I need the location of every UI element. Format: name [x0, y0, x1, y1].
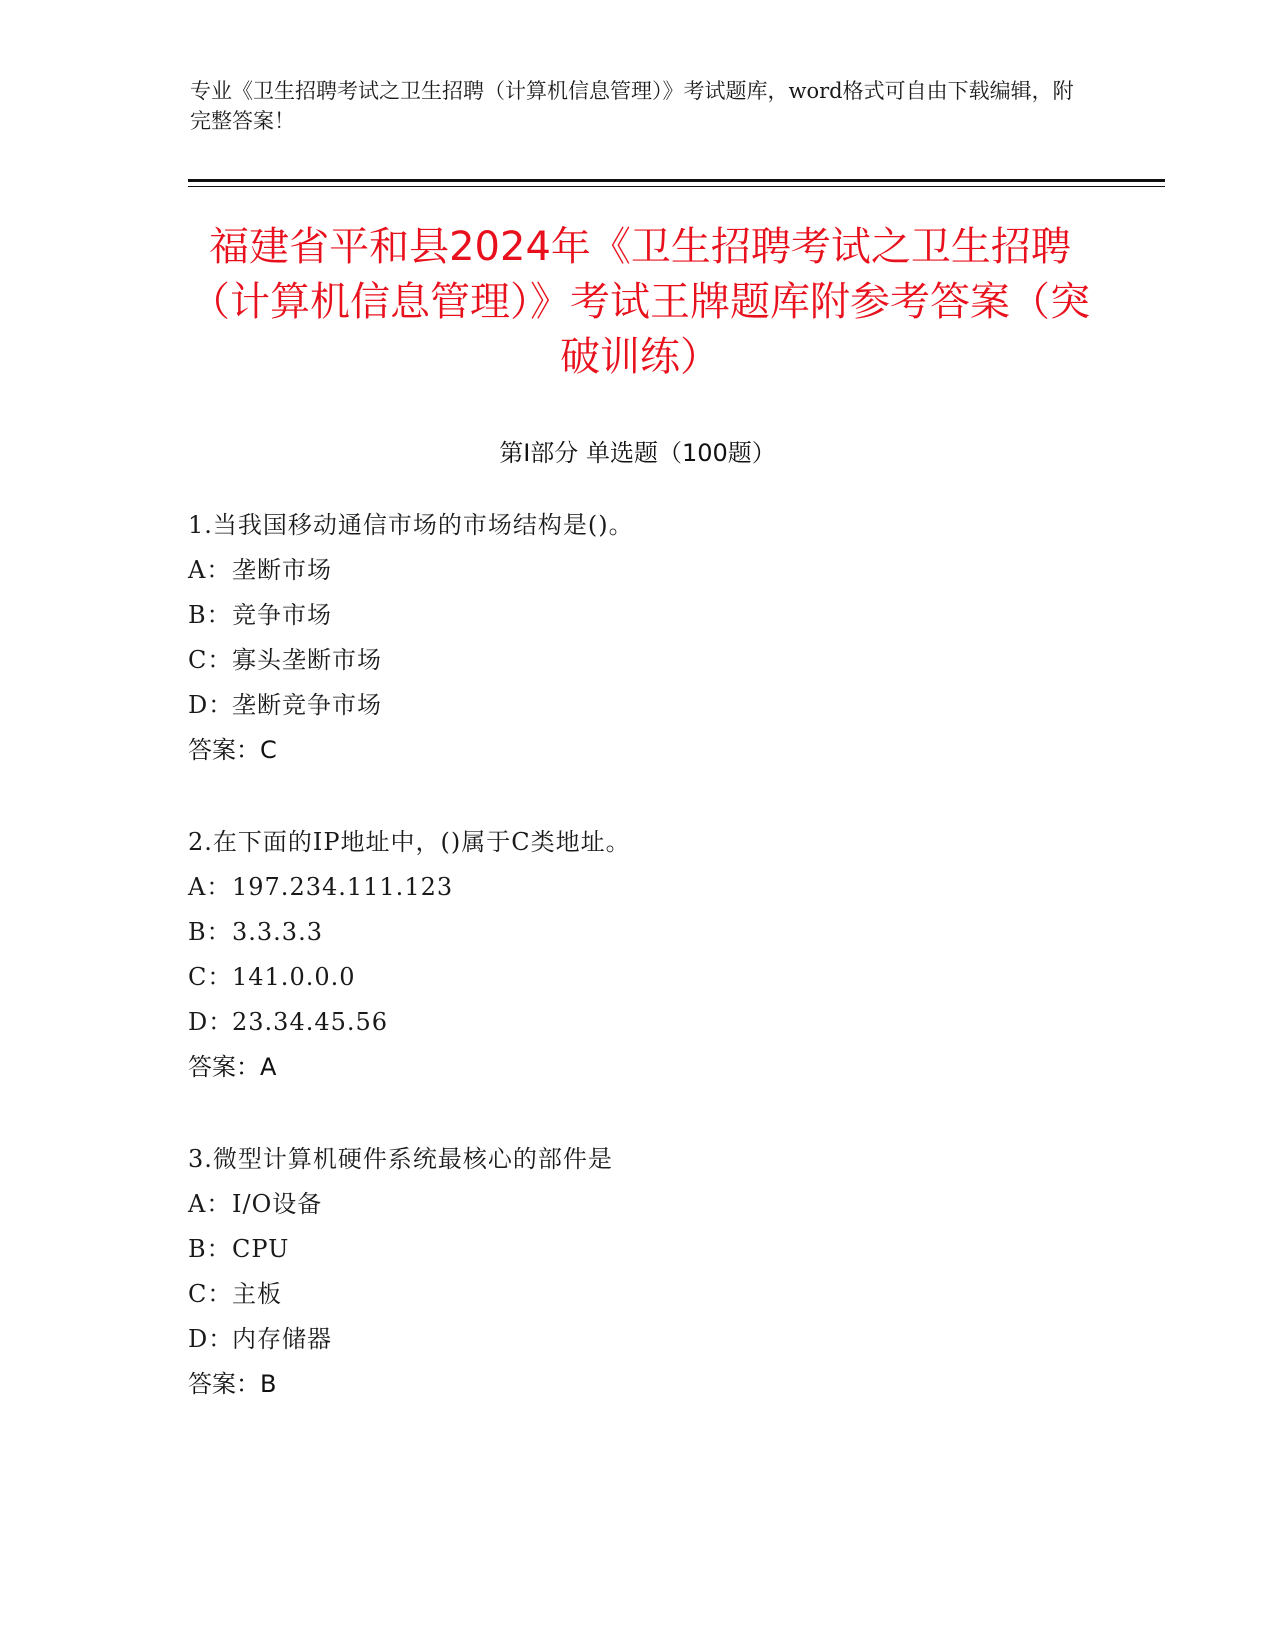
option-text: 垄断市场 [232, 556, 332, 584]
question-2 [188, 820, 1138, 1090]
option-a [188, 865, 1138, 910]
option-label: B： [188, 918, 232, 946]
option-label: D： [188, 1008, 234, 1036]
question-stem: 2.在下面的IP地址中，()属于C类地址。 [188, 828, 631, 856]
option-label: A： [188, 1190, 232, 1218]
question-1 [188, 503, 1138, 773]
option-text: I/O设备 [232, 1190, 323, 1218]
option-text: CPU [232, 1235, 290, 1263]
option-text: 141.0.0.0 [232, 963, 356, 991]
option-d [188, 683, 1138, 728]
option-text: 主板 [232, 1280, 282, 1308]
option-label: D： [188, 691, 234, 719]
answer-line: 答案：A [188, 1053, 277, 1081]
question-3 [188, 1137, 1138, 1407]
option-c [188, 1272, 1138, 1317]
option-b [188, 1227, 1138, 1272]
option-label: D： [188, 1325, 234, 1353]
option-d [188, 1317, 1138, 1362]
option-text: 197.234.111.123 [232, 873, 454, 901]
option-label: A： [188, 556, 232, 584]
question-stem: 1.当我国移动通信市场的市场结构是()。 [188, 511, 634, 539]
option-label: C： [188, 963, 233, 991]
document-title: 福建省平和县2024年《卫生招聘考试之卫生招聘（计算机信息管理）》考试王牌题库附参考答案（突破训练） [190, 224, 1090, 380]
answer-line: 答案：B [188, 1370, 277, 1398]
option-text: 寡头垄断市场 [232, 646, 382, 674]
answer-line: 答案：C [188, 736, 277, 764]
option-c [188, 955, 1138, 1000]
option-b [188, 593, 1138, 638]
option-label: C： [188, 646, 233, 674]
question-stem: 3.微型计算机硬件系统最核心的部件是 [188, 1145, 613, 1173]
option-text: 23.34.45.56 [232, 1008, 389, 1036]
option-b [188, 910, 1138, 955]
option-label: B： [188, 601, 232, 629]
header-divider-thin [188, 186, 1165, 187]
option-label: C： [188, 1280, 233, 1308]
option-text: 3.3.3.3 [232, 918, 323, 946]
header-divider [188, 179, 1165, 182]
option-label: A： [188, 873, 232, 901]
option-text: 竞争市场 [232, 601, 332, 629]
option-text: 垄断竞争市场 [232, 691, 382, 719]
option-c [188, 638, 1138, 683]
header-note: 专业《卫生招聘考试之卫生招聘（计算机信息管理）》考试题库，word格式可自由下载编辑，附完整答案！ [190, 79, 1074, 133]
section-heading: 第I部分 单选题（100题） [499, 439, 776, 467]
option-text: 内存储器 [232, 1325, 332, 1353]
option-a [188, 1182, 1138, 1227]
option-a [188, 548, 1138, 593]
option-d [188, 1000, 1138, 1045]
option-label: B： [188, 1235, 232, 1263]
